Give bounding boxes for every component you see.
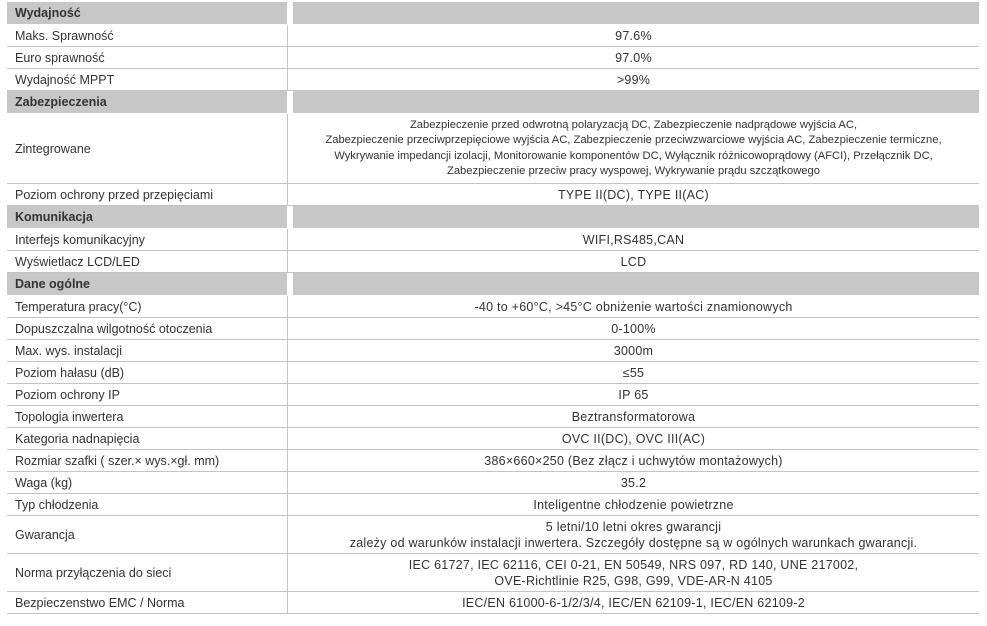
table-row	[7, 362, 979, 384]
row-value: WIFI,RS485,CAN	[287, 229, 979, 251]
section-header-fill	[287, 206, 979, 229]
section-header-fill	[287, 91, 979, 114]
row-value: 0-100%	[287, 318, 979, 340]
row-value: TYPE II(DC), TYPE II(AC)	[287, 184, 979, 206]
row-label: Topologia inwertera	[7, 406, 287, 428]
row-value: 97.0%	[287, 47, 979, 69]
table-row	[7, 318, 979, 340]
row-value: 35.2	[287, 472, 979, 494]
row-value: Beztransformatorowa	[287, 406, 979, 428]
row-value: 386×660×250 (Bez złącz i uchwytów montażowych)	[287, 450, 979, 472]
table-row	[7, 47, 979, 69]
table-row	[7, 494, 979, 516]
table-row	[7, 184, 979, 206]
row-label: Wydajność MPPT	[7, 69, 287, 91]
section-title: Dane ogólne	[7, 273, 287, 296]
table-row	[7, 340, 979, 362]
table-row	[7, 229, 979, 251]
row-label: Wyświetlacz LCD/LED	[7, 251, 287, 273]
row-label: Dopuszczalna wilgotność otoczenia	[7, 318, 287, 340]
row-value: 3000m	[287, 340, 979, 362]
row-label: Temperatura pracy(°C)	[7, 296, 287, 318]
row-label: Interfejs komunikacyjny	[7, 229, 287, 251]
row-label: Poziom hałasu (dB)	[7, 362, 287, 384]
row-value: LCD	[287, 251, 979, 273]
table-row	[7, 450, 979, 472]
table-row	[7, 296, 979, 318]
section-title: Zabezpieczenia	[7, 91, 287, 114]
row-label: Poziom ochrony przed przepięciami	[7, 184, 287, 206]
row-value: >99%	[287, 69, 979, 91]
row-value: Inteligentne chłodzenie powietrzne	[287, 494, 979, 516]
row-label: Maks. Sprawność	[7, 25, 287, 47]
row-value: IP 65	[287, 384, 979, 406]
row-value: 5 letni/10 letni okres gwarancji zależy od warunków instalacji inwertera. Szczegóły dostępne są w ogólnych warunkach gwarancji.	[287, 516, 979, 554]
section-header-fill	[287, 2, 979, 25]
table-row	[7, 114, 979, 184]
section-header-performance	[7, 2, 979, 25]
row-value: IEC/EN 61000-6-1/2/3/4, IEC/EN 62109-1, IEC/EN 62109-2	[287, 592, 979, 614]
table-row	[7, 69, 979, 91]
row-label: Rozmiar szafki ( szer.× wys.×gł. mm)	[7, 450, 287, 472]
row-label: Bezpieczenstwo EMC / Norma	[7, 592, 287, 614]
row-value: IEC 61727, IEC 62116, CEI 0-21, EN 50549, NRS 097, RD 140, UNE 217002, OVE-Richtlinie R25, G98, G99, VDE-AR-N 4105	[287, 554, 979, 592]
row-label: Norma przyłączenia do sieci	[7, 554, 287, 592]
row-label: Waga (kg)	[7, 472, 287, 494]
row-label: Zintegrowane	[7, 114, 287, 184]
table-row	[7, 554, 979, 592]
table-row	[7, 472, 979, 494]
row-value: -40 to +60°C, >45°C obniżenie wartości znamionowych	[287, 296, 979, 318]
section-header-fill	[287, 273, 979, 296]
row-value: Zabezpieczenie przed odwrotną polaryzacją DC, Zabezpieczenie nadprądowe wyjścia AC, Zabezpieczenie przeciwprzepięciowe wyjścia AC, Zabezpieczenie przeciwzwarciowe wyjścia AC, Zabezpieczenie termiczne, Wykrywanie impedancji izolacji, Monitorowanie komponentów DC, Wyłącznik różnicowoprądowy (AFCI), Przełącznik DC, Zabezpieczenie przeciw pracy wyspowej, Wykrywanie prądu szczątkowego	[287, 114, 979, 184]
table-row	[7, 25, 979, 47]
table-row	[7, 592, 979, 614]
table-row	[7, 428, 979, 450]
spec-table	[7, 2, 979, 614]
section-header-communication	[7, 206, 979, 229]
row-value: 97.6%	[287, 25, 979, 47]
section-header-general	[7, 273, 979, 296]
row-label: Max. wys. instalacji	[7, 340, 287, 362]
row-label: Typ chłodzenia	[7, 494, 287, 516]
section-title: Komunikacja	[7, 206, 287, 229]
row-label: Kategoria nadnapięcia	[7, 428, 287, 450]
table-row	[7, 516, 979, 554]
row-value: OVC II(DC), OVC III(AC)	[287, 428, 979, 450]
table-row	[7, 384, 979, 406]
table-row	[7, 251, 979, 273]
row-value: ≤55	[287, 362, 979, 384]
row-label: Gwarancja	[7, 516, 287, 554]
row-label: Euro sprawność	[7, 47, 287, 69]
row-label: Poziom ochrony IP	[7, 384, 287, 406]
section-header-protection	[7, 91, 979, 114]
section-title: Wydajność	[7, 2, 287, 25]
table-row	[7, 406, 979, 428]
